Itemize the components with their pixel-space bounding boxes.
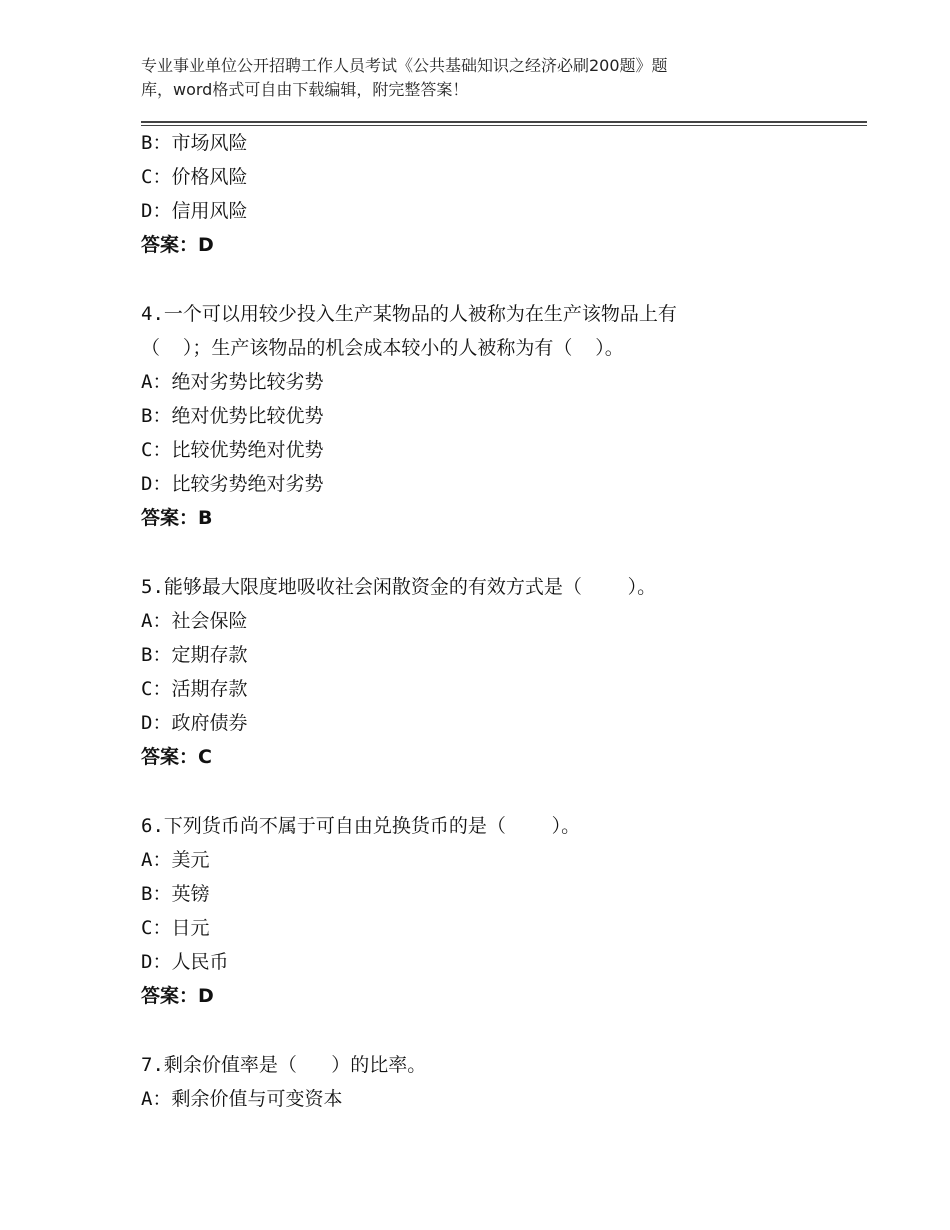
option-c: C：活期存款	[141, 678, 248, 700]
question-stem: 4.一个可以用较少投入生产某物品的人被称为在生产该物品上有	[141, 303, 677, 325]
option-a: A：美元	[141, 849, 210, 871]
document-header	[141, 54, 781, 102]
question-3-tail	[141, 126, 861, 262]
answer-label: 答案：C	[141, 746, 212, 768]
option-b: B：英镑	[141, 883, 210, 905]
question-stem: 7.剩余价值率是（ ）的比率。	[141, 1054, 427, 1076]
answer-label: 答案：B	[141, 507, 213, 529]
option-a: A：绝对劣势比较劣势	[141, 371, 324, 393]
question-stem: 5.能够最大限度地吸收社会闲散资金的有效方式是（ ）。	[141, 576, 657, 598]
question-5	[141, 570, 861, 774]
option-a: A：剩余价值与可变资本	[141, 1088, 343, 1110]
question-stem: （ ）；生产该物品的机会成本较小的人被称为有（ ）。	[141, 337, 624, 359]
option-d: D：人民币	[141, 951, 229, 973]
option-a: A：社会保险	[141, 610, 248, 632]
option-b: B：市场风险	[141, 132, 248, 154]
header-title-line-2: 库，word格式可自由下载编辑，附完整答案！	[141, 80, 469, 99]
document-body	[141, 126, 861, 1116]
header-rule-thick	[141, 121, 867, 123]
option-c: C：价格风险	[141, 166, 248, 188]
option-d: D：比较劣势绝对劣势	[141, 473, 324, 495]
question-stem: 6.下列货币尚不属于可自由兑换货币的是（ ）。	[141, 815, 581, 837]
option-b: B：绝对优势比较优势	[141, 405, 324, 427]
question-7	[141, 1048, 861, 1116]
header-title-line-1: 专业事业单位公开招聘工作人员考试《公共基础知识之经济必刷200题》题	[141, 56, 668, 75]
option-d: D：信用风险	[141, 200, 248, 222]
option-b: B：定期存款	[141, 644, 248, 666]
question-4	[141, 297, 861, 535]
option-c: C：日元	[141, 917, 210, 939]
question-6	[141, 809, 861, 1013]
option-d: D：政府债券	[141, 712, 248, 734]
option-c: C：比较优势绝对优势	[141, 439, 324, 461]
answer-label: 答案：D	[141, 234, 214, 256]
answer-label: 答案：D	[141, 985, 214, 1007]
